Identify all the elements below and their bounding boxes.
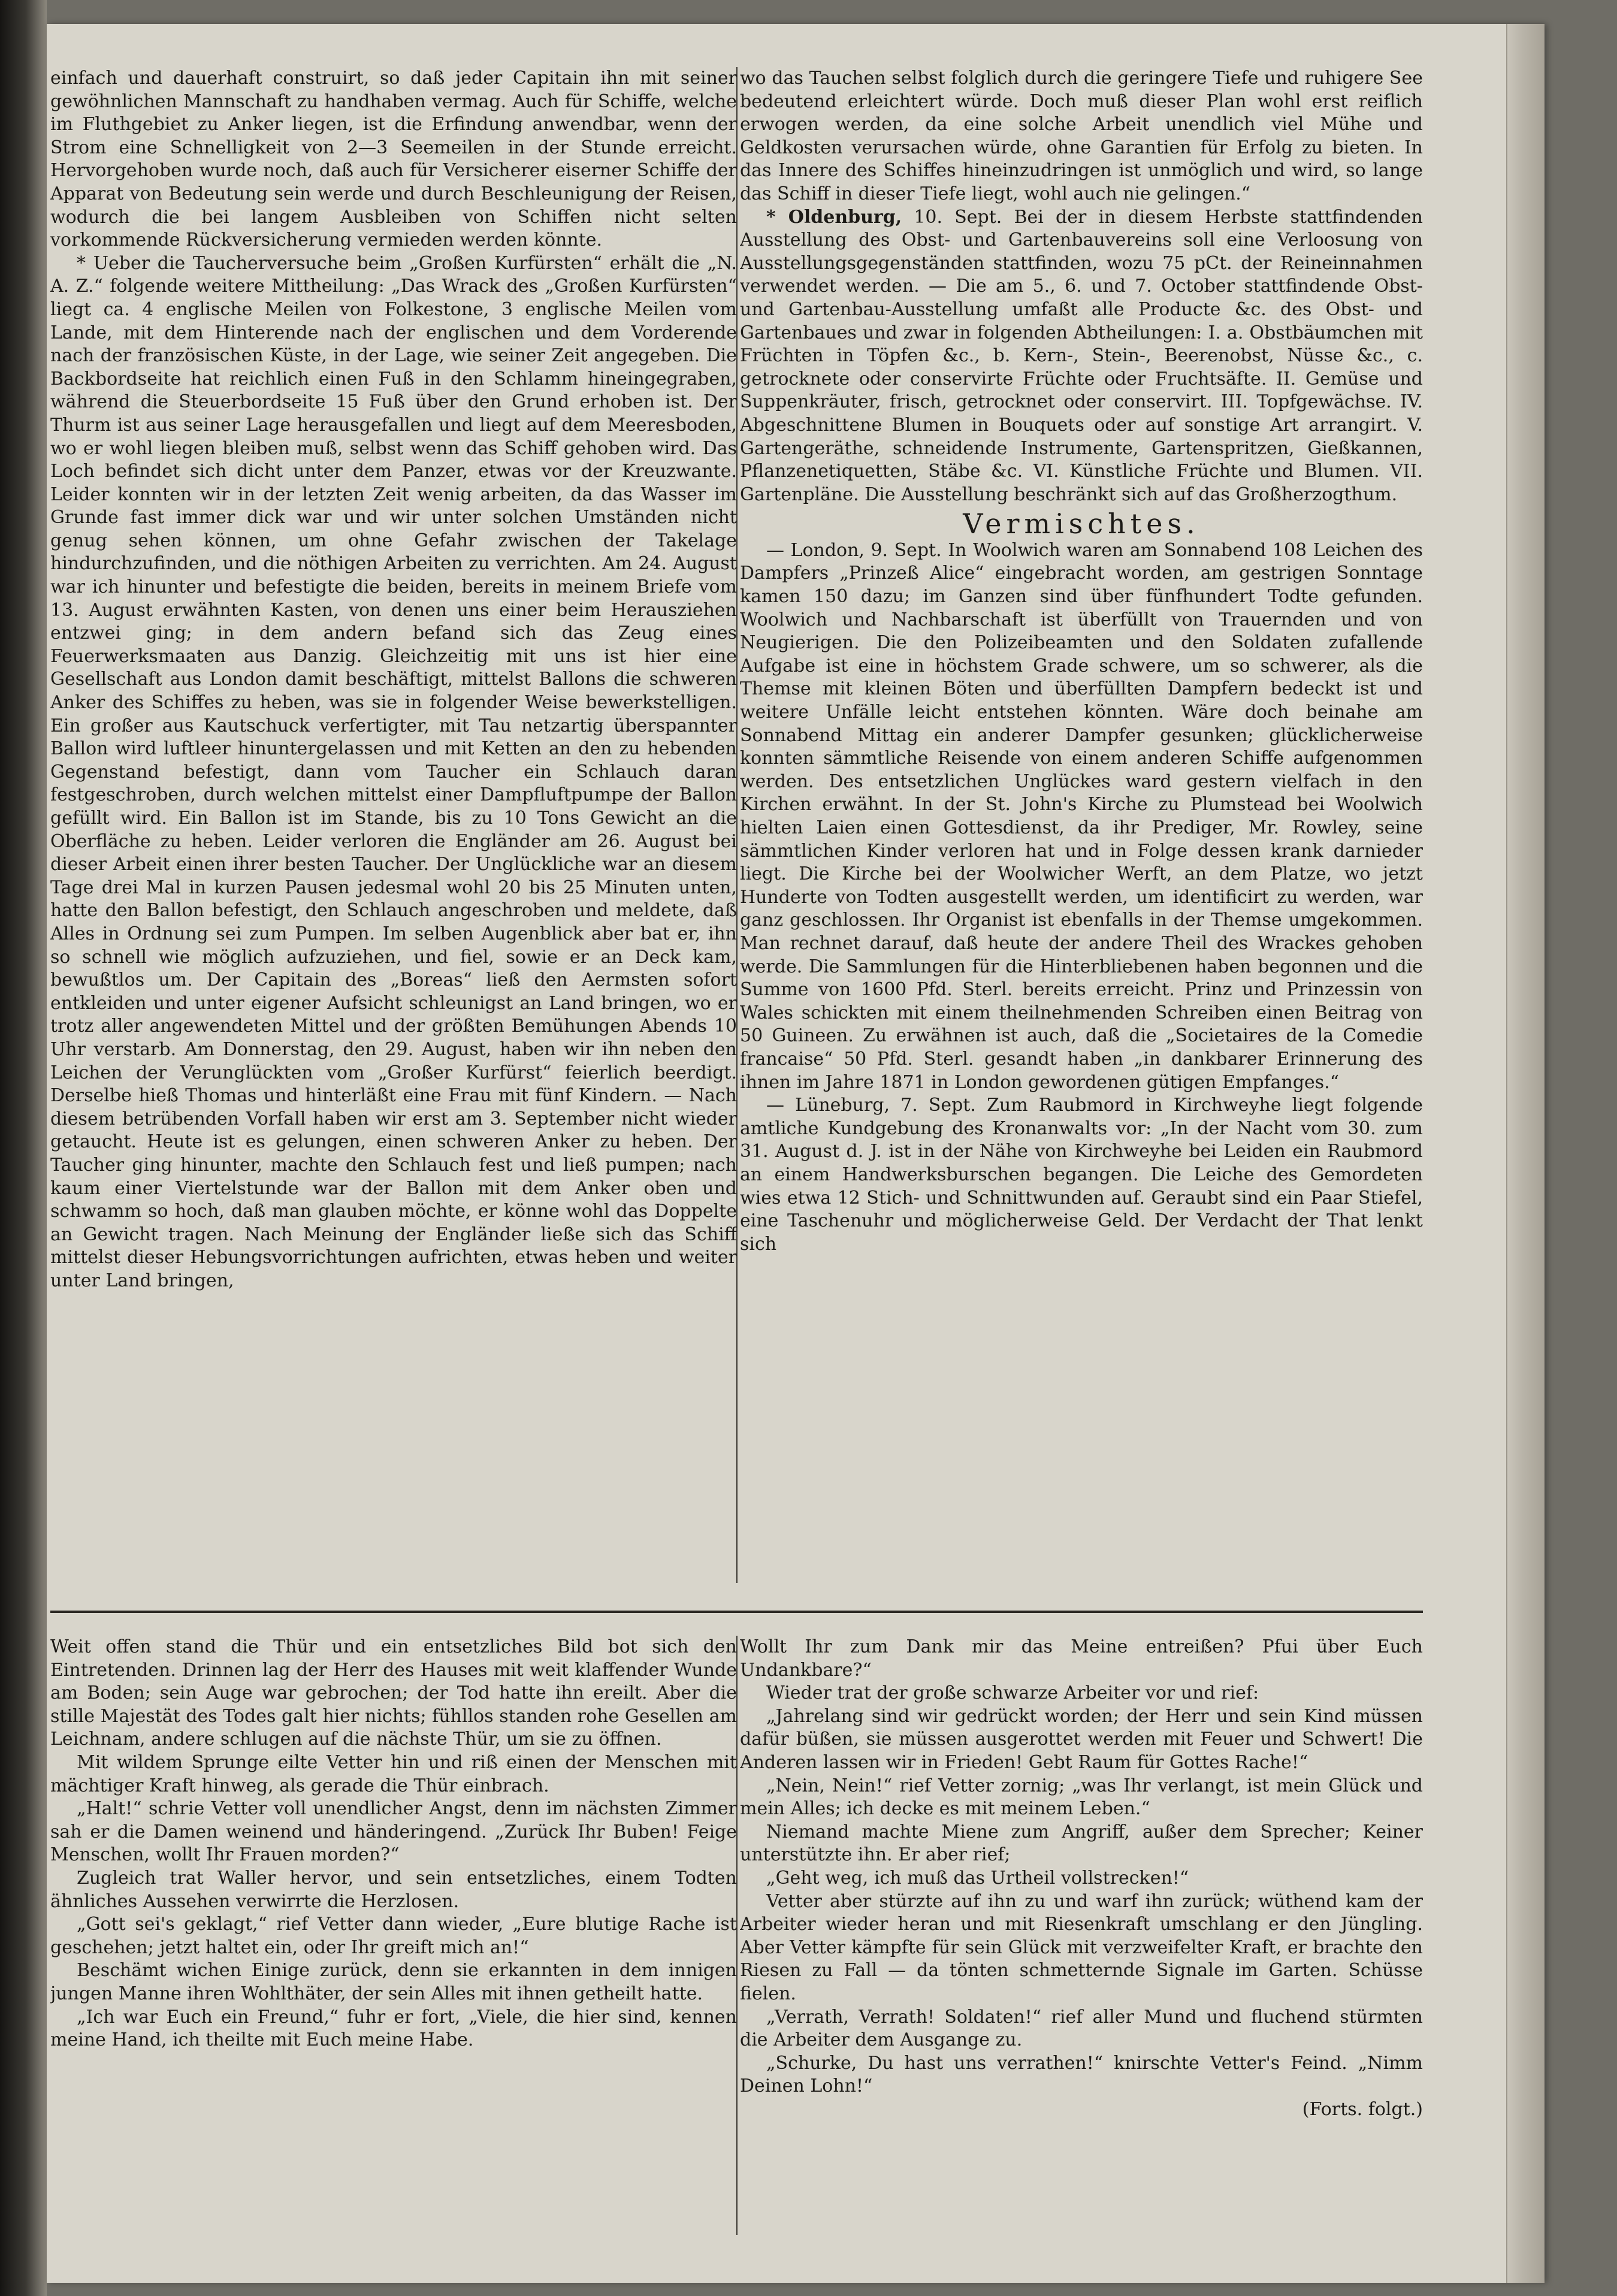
paragraph: Vetter aber stürzte auf ihn zu und warf ihn zurück; wüthend kam der Arbeiter wieder heran und mit Riesenkraft umschlang er den Jüngling. Aber Vetter kämpfte für sein Glück mit verzweifelter Kraft, er brachte den Riesen zu Fall — da tönten schmetternde Signale im Garten. Schüsse fielen. [740, 1890, 1423, 2004]
paragraph: Beschämt wichen Einige zurück, denn sie erkannten in dem innigen jungen Manne ihren Wohlthäter, der sein Alles mit ihnen getheilt hatte. [50, 1960, 737, 2004]
paragraph: „Verrath, Verrath! Soldaten!“ rief aller Mund und fluchend stürmten die Arbeiter dem Ausgange zu. [740, 2006, 1423, 2051]
news-text: 7. Sept. Zum Raubmord in Kirchweyhe liegt folgende amtliche Kundgebung des Kronanwalts vor: „In der Nacht vom 30. zum 31. August d. J. ist in der Nähe von Kirchweyhe bei Leiden ein Raubmord an einem Handwerksburschen begangen. Die Leiche des Gemordeten wies etwa 12 Stich- und Schnittwunden auf. Geraubt sind ein Paar Stiefel, eine Taschenuhr und möglicherweise Geld. Der Verdacht der That lenkt sich [740, 1095, 1423, 1255]
page-edge [1506, 24, 1545, 2283]
book-binding [0, 0, 47, 2296]
paragraph: Zugleich trat Waller hervor, und sein entsetzliches, einem Todten ähnliches Aussehen verwirrte die Herzlosen. [50, 1867, 737, 1912]
news-item-oldenburg [740, 206, 1423, 507]
paragraph: „Ich war Euch ein Freund,“ fuhr er fort, „Viele, die hier sind, kennen meine Hand, ich theilte mit Euch meine Habe. [50, 2006, 737, 2051]
paragraph: * Ueber die Taucherversuche beim „Großen Kurfürsten“ erhält die „N. A. Z.“ folgende weitere Mittheilung: „Das Wrack des „Großen Kurfürsten“ liegt ca. 4 englische Meilen von Folkestone, 3 englische Meilen vom Lande, mit dem Hinterende nach der englischen und dem Vorderende nach der französischen Küste, in der Lage, wie seiner Zeit angegeben. Die Backbordseite hat reichlich einen Fuß in den Schlamm hineingegraben, während die Steuerbordseite 15 Fuß über den Grund erhoben ist. Der Thurm ist aus seiner Lage herausgefallen und liegt auf dem Meeresboden, wo er wohl liegen bleiben muß, selbst wenn das Schiff gehoben wird. Das Loch befindet sich dicht unter dem Panzer, etwas vor der Kreuzwante. Leider konnten wir in der letzten Zeit wenig arbeiten, da das Wasser im Grunde fast immer dick war und wir unter solchen Umständen nicht genug sehen können, um ohne Gefahr zwischen der Takelage hindurchzufinden, und die nöthigen Arbeiten zu verrichten. Am 24. August war ich hinunter und befestigte die beiden, bereits in meinem Briefe vom 13. August erwähnten Kasten, von denen uns einer beim Herausziehen entzwei ging; in dem andern befand sich das Zeug eines Feuerwerksmaaten aus Danzig. Gleichzeitig mit uns ist hier eine Gesellschaft aus London damit beschäftigt, mittelst Ballons die schweren Anker des Schiffes zu heben, was sie in folgender Weise bewerkstelligen. Ein großer aus Kautschuck verfertigter, mit Tau netzartig überspannter Ballon wird luftleer hinuntergelassen und mit Ketten an den zu hebenden Gegenstand befestigt, dann vom Taucher ein Schlauch daran festgeschroben, durch welchen mittelst einer Dampfluftpumpe der Ballon gefüllt wird. Ein Ballon ist im Stande, bis zu 10 Tons Gewicht an die Oberfläche zu heben. Leider verloren die Engländer am 26. August bei dieser Arbeit einen ihrer besten Taucher. Der Unglückliche war an diesem Tage drei Mal in kurzen Pausen jedesmal wohl 20 bis 25 Minuten unten, hatte den Ballon befestigt, den Schlauch angeschroben und meldete, daß Alles in Ordnung sei zum Pumpen. Im selben Augenblick aber bat er, ihn so schnell wie möglich aufzuziehen, und fiel, sowie er an Deck kam, bewußtlos um. Der Capitain des „Boreas“ ließ den Aermsten sofort entkleiden und unter eigener Aufsicht schleunigst an Land bringen, wo er trotz aller angewendeten Mittel und der größten Bemühungen Abends 10 Uhr verstarb. Am Donnerstag, den 29. August, haben wir ihn neben den Leichen der Verunglückten vom „Großer Kurfürst“ feierlich beerdigt. Derselbe hieß Thomas und hinterläßt eine Frau mit fünf Kindern. — Nach diesem betrübenden Vorfall haben wir erst am 3. September nicht wieder getaucht. Heute ist es gelungen, einen schweren Anker zu heben. Der Taucher ging hinunter, machte den Schlauch fest und ließ pumpen; nach kaum einer Viertelstunde war der Ballon mit dem Anker oben und schwamm so hoch, daß man glauben möchte, er könne wohl das Doppelte an Gewicht tragen. Nach Meinung der Engländer ließe sich das Schiff mittelst dieser Hebungsvorrichtungen aufrichten, etwas heben und weiter unter Land bringen, [50, 252, 737, 1291]
paragraph: einfach und dauerhaft construirt, so daß jeder Capitain ihn mit seiner gewöhnlichen Mannschaft zu handhaben vermag. Auch für Schiffe, welche im Fluthgebiet zu Anker liegen, ist die Erfindung anwendbar, wenn der Strom eine Schnelligkeit von 2—3 Seemeilen in der Stunde erreicht. Hervorgehoben wurde noch, daß auch für Versicherer eiserner Schiffe der Apparat von Bedeutung sein werde und durch Beschleunigung der Reisen, wodurch die bei langem Ausbleiben von Schiffen nicht selten vorkommende Rückversicherung vermieden werden könnte. [50, 68, 737, 251]
paragraph: „Schurke, Du hast uns verrathen!“ knirschte Vetter's Feind. „Nimm Deinen Lohn!“ [740, 2052, 1423, 2097]
news-item-london [740, 539, 1423, 1094]
section-heading: Vermischtes. [963, 507, 1200, 540]
news-text: 9. Sept. In Woolwich waren am Sonnabend 108 Leichen des Dampfers „Prinzeß Alice“ eingebracht worden, am gestrigen Sonntage kamen 150 dazu; im Ganzen sind über fünfhundert Todte gefunden. Woolwich und Nachbarschaft ist überfüllt von Trauernden und von Neugierigen. Die den Polizeibeamten und den Soldaten zufallende Aufgabe ist eine in höchstem Grade schwere, um so schwerer, als die Themse mit kleinen Böten und überfüllten Dampfern bedeckt ist und weitere Unfälle leicht entstehen könnten. Wäre doch beinahe am Sonnabend Mittag ein anderer Dampfer gesunken; glücklicherweise konnten sämmtliche Reisende von einem anderen Schiffe aufgenommen werden. Des entsetzlichen Unglückes ward gestern vielfach in den Kirchen erwähnt. In der St. John's Kirche zu Plumstead bei Woolwich hielten Laien einen Gottesdienst, da ihr Prediger, Mr. Rowley, seine sämmtlichen Kinder verloren hat und in Folge dessen krank darnieder liegt. Die Kirche bei der Woolwicher Werft, an dem Platze, wo jetzt Hunderte von Todten ausgestellt werden, um identificirt zu werden, war ganz geschlossen. Ihr Organist ist ebenfalls in der Themse umgekommen. Man rechnet darauf, daß heute der andere Theil des Wrackes gehoben werde. Die Sammlungen für die Hinterbliebenen haben begonnen und die Summe von 1600 Pfd. Sterl. bereits erreicht. Prinz und Prinzessin von Wales schickten mit einem theilnehmenden Schreiben einen Beitrag von 50 Guineen. Zu erwähnen ist auch, daß die „Societaires de la Comedie francaise“ 50 Pfd. Sterl. gesandt haben „in dankbarer Erinnerung des ihnen im Jahre 1871 in London gewordenen gütigen Empfanges.“ [740, 539, 1423, 1093]
paragraph: „Gott sei's geklagt,“ rief Vetter dann wieder, „Eure blutige Rache ist geschehen; jetzt haltet ein, oder Ihr greift mich an!“ [50, 1914, 737, 1958]
column-bottom-right [740, 1636, 1423, 2235]
paragraph: „Jahrelang sind wir gedrückt worden; der Herr und sein Kind müssen dafür büßen, sie müssen ausgerottet werden mit Feuer und Schwert! Die Anderen lassen wir in Frieden! Gebt Raum für Gottes Rache!“ [740, 1705, 1423, 1773]
paragraph: „Halt!“ schrie Vetter voll unendlicher Angst, denn im nächsten Zimmer sah er die Damen weinend und händeringend. „Zurück Ihr Buben! Feige Menschen, wollt Ihr Frauen morden?“ [50, 1798, 737, 1866]
dateline: * Oldenburg, [766, 206, 902, 228]
news-text: 10. Sept. Bei der in diesem Herbste stattfindenden Ausstellung des Obst- und Gartenbauvereins soll eine Verloosung von Ausstellungsgegenständen stattfinden, wozu 75 pCt. der Reineinnahmen verwendet werden. — Die am 5., 6. und 7. October stattfindende Obst- und Gartenbau-Ausstellung umfaßt alle Producte &c. des Obst- und Gartenbaues und zwar in folgenden Abtheilungen: I. a. Obstbäumchen mit Früchten in Töpfen &c., b. Kern-, Stein-, Beerenobst, Nüsse &c., c. getrocknete oder conservirte Früchte oder Fruchtsäfte. II. Gemüse und Suppenkräuter, frisch, getrocknet oder conservirt. III. Topfgewächse. IV. Abgeschnittene Blumen in Bouquets oder auf sonstige Art arrangirt. V. Gartengeräthe, schneidende Instrumente, Gartenspritzen, Gießkannen, Pflanzenetiquetten, Stäbe &c. VI. Künstliche Früchte und Blumen. VII. Gartenpläne. Die Ausstellung beschränkt sich auf das Großherzogthum. [740, 206, 1423, 505]
column-bottom-left [50, 1636, 737, 2235]
column-top-left [50, 67, 737, 1583]
news-item-lueneburg [740, 1094, 1423, 1256]
feuilleton-divider [50, 1611, 1423, 1613]
paragraph: wo das Tauchen selbst folglich durch die geringere Tiefe und ruhigere See bedeutend erleichtert würde. Doch muß dieser Plan wohl erst reiflich erwogen werden, da eine solche Arbeit unendlich viel Mühe und Geldkosten verursachen würde, ohne Garantien für Erfolg zu bieten. In das Innere des Schiffes hineinzudringen ist unmöglich und wird, so lange das Schiff in dieser Tiefe liegt, wohl auch nie gelingen.“ [740, 68, 1423, 204]
column-top-right [740, 67, 1423, 1583]
paragraph: Wollt Ihr zum Dank mir das Meine entreißen? Pfui über Euch Undankbare?“ [740, 1636, 1423, 1681]
paragraph: Wieder trat der große schwarze Arbeiter vor und rief: [766, 1682, 1259, 1704]
paragraph: Mit wildem Sprunge eilte Vetter hin und riß einen der Menschen mit mächtiger Kraft hinweg, als gerade die Thür einbrach. [50, 1751, 737, 1796]
paragraph: Niemand machte Miene zum Angriff, außer dem Sprecher; Keiner unterstützte ihn. Er aber rief; [740, 1821, 1423, 1866]
dateline: — London, [766, 539, 865, 561]
continuation-note: (Forts. folgt.) [1302, 2098, 1423, 2120]
dateline: — Lüneburg, [766, 1095, 890, 1116]
paragraph: „Nein, Nein!“ rief Vetter zornig; „was Ihr verlangt, ist mein Glück und mein Alles; ich decke es mit meinem Leben.“ [740, 1775, 1423, 1820]
paragraph: Weit offen stand die Thür und ein entsetzliches Bild bot sich den Eintretenden. Drinnen lag der Herr des Hauses mit weit klaffender Wunde am Boden; sein Auge war gebrochen; der Tod hatte ihn ereilt. Aber die stille Majestät des Todes galt hier nichts; fühllos standen rohe Gesellen am Leichnam, andere schlugen auf die nächste Thür, um sie zu öffnen. [50, 1636, 737, 1750]
paragraph: „Geht weg, ich muß das Urtheil vollstrecken!“ [766, 1867, 1189, 1889]
